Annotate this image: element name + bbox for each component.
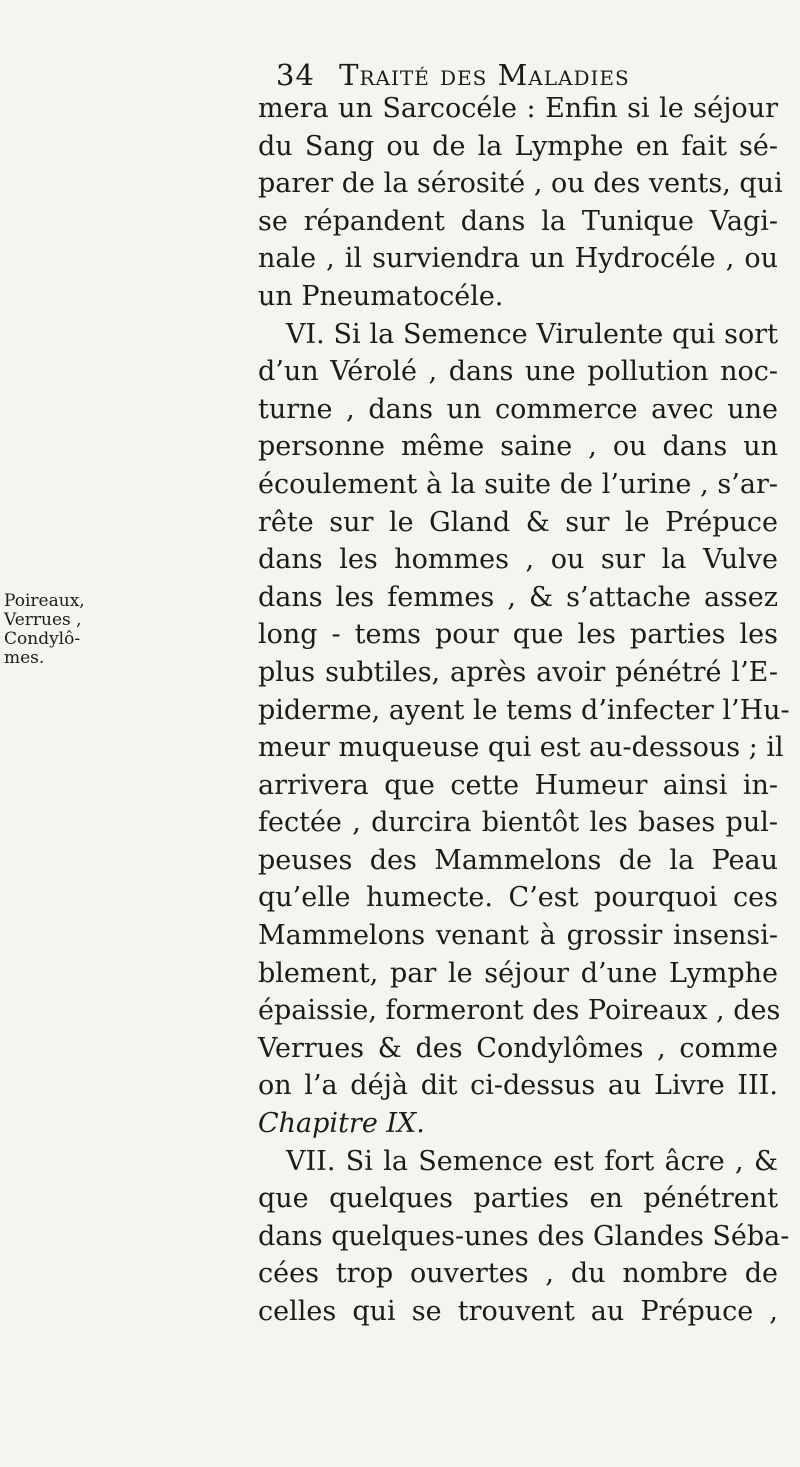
margin-note (4, 591, 85, 668)
text-line: celles qui se trouvent au Prépuce , (258, 1296, 778, 1327)
text-line: qu’elle humecte. C’est pourquoi ces (258, 882, 778, 914)
text-line: plus subtiles, après avoir pénétré l’E- (258, 656, 778, 688)
body-text (258, 90, 790, 1331)
text-line: écoulement à la suite de l’urine , s’ar- (258, 468, 778, 500)
margin-note-line: Condylô- (4, 629, 81, 649)
text-line: un Pneumatocéle. (258, 280, 504, 312)
text-line: parer de la sérosité , ou des vents, qui (258, 168, 783, 200)
text-line: turne , dans un commerce avec une (258, 393, 778, 425)
text-line: long - tems pour que les parties les (258, 619, 778, 651)
text-line: arrivera que cette Humeur ainsi in- (258, 769, 778, 801)
margin-note-line: Verrues , (4, 610, 82, 630)
text-line: blement, par le séjour d’une Lymphe (258, 957, 778, 989)
text-line: Verrues & des Condylômes , comme (258, 1032, 778, 1064)
text-line: nale , il surviendra un Hydrocéle , ou (258, 243, 778, 275)
text-line: d’un Vérolé , dans une pollution noc- (258, 356, 778, 388)
text-line: meur muqueuse qui est au-dessous ; il (258, 732, 784, 764)
text-line: personne même saine , ou dans un (258, 431, 778, 463)
text-line: dans les femmes , & s’attache assez (258, 581, 778, 613)
text-line: fectée , durcira bientôt les bases pul- (258, 807, 778, 839)
text-line: épaissie, formeront des Poireaux , des (258, 995, 781, 1027)
text-line: rête sur le Gland & sur le Prépuce (258, 506, 778, 538)
text-line: dans quelques-unes des Glandes Séba- (258, 1220, 790, 1252)
text-line: du Sang ou de la Lymphe en fait sé- (258, 130, 778, 162)
text-line: piderme, ayent le tems d’infecter l’Hu- (258, 694, 790, 726)
paragraph-start: VI. Si la Semence Virulente qui sort (286, 318, 778, 350)
margin-note-line: Poireaux, (4, 591, 85, 611)
text-line: Chapitre IX. (258, 1108, 425, 1140)
text-line: cées trop ouvertes , du nombre de (258, 1258, 778, 1290)
paragraph-start: VII. Si la Semence est fort âcre , & (286, 1145, 778, 1177)
text-line: mera un Sarcocéle : Enfin si le séjour (258, 93, 778, 124)
running-title: Traité des Maladies (339, 58, 630, 92)
text-line: dans les hommes , ou sur la Vulve (258, 544, 778, 576)
text-line: se répandent dans la Tunique Vagi- (258, 205, 778, 237)
text-line: on l’a déjà dit ci-dessus au Livre III. (258, 1070, 778, 1102)
text-line: Mammelons venant à grossir insensi- (258, 920, 778, 952)
text-line: que quelques parties en pénétrent (258, 1183, 778, 1215)
page-number: 34 (276, 58, 315, 92)
text-line: peuses des Mammelons de la Peau (258, 844, 778, 876)
running-header (276, 58, 630, 92)
margin-note-line: mes. (4, 648, 45, 668)
